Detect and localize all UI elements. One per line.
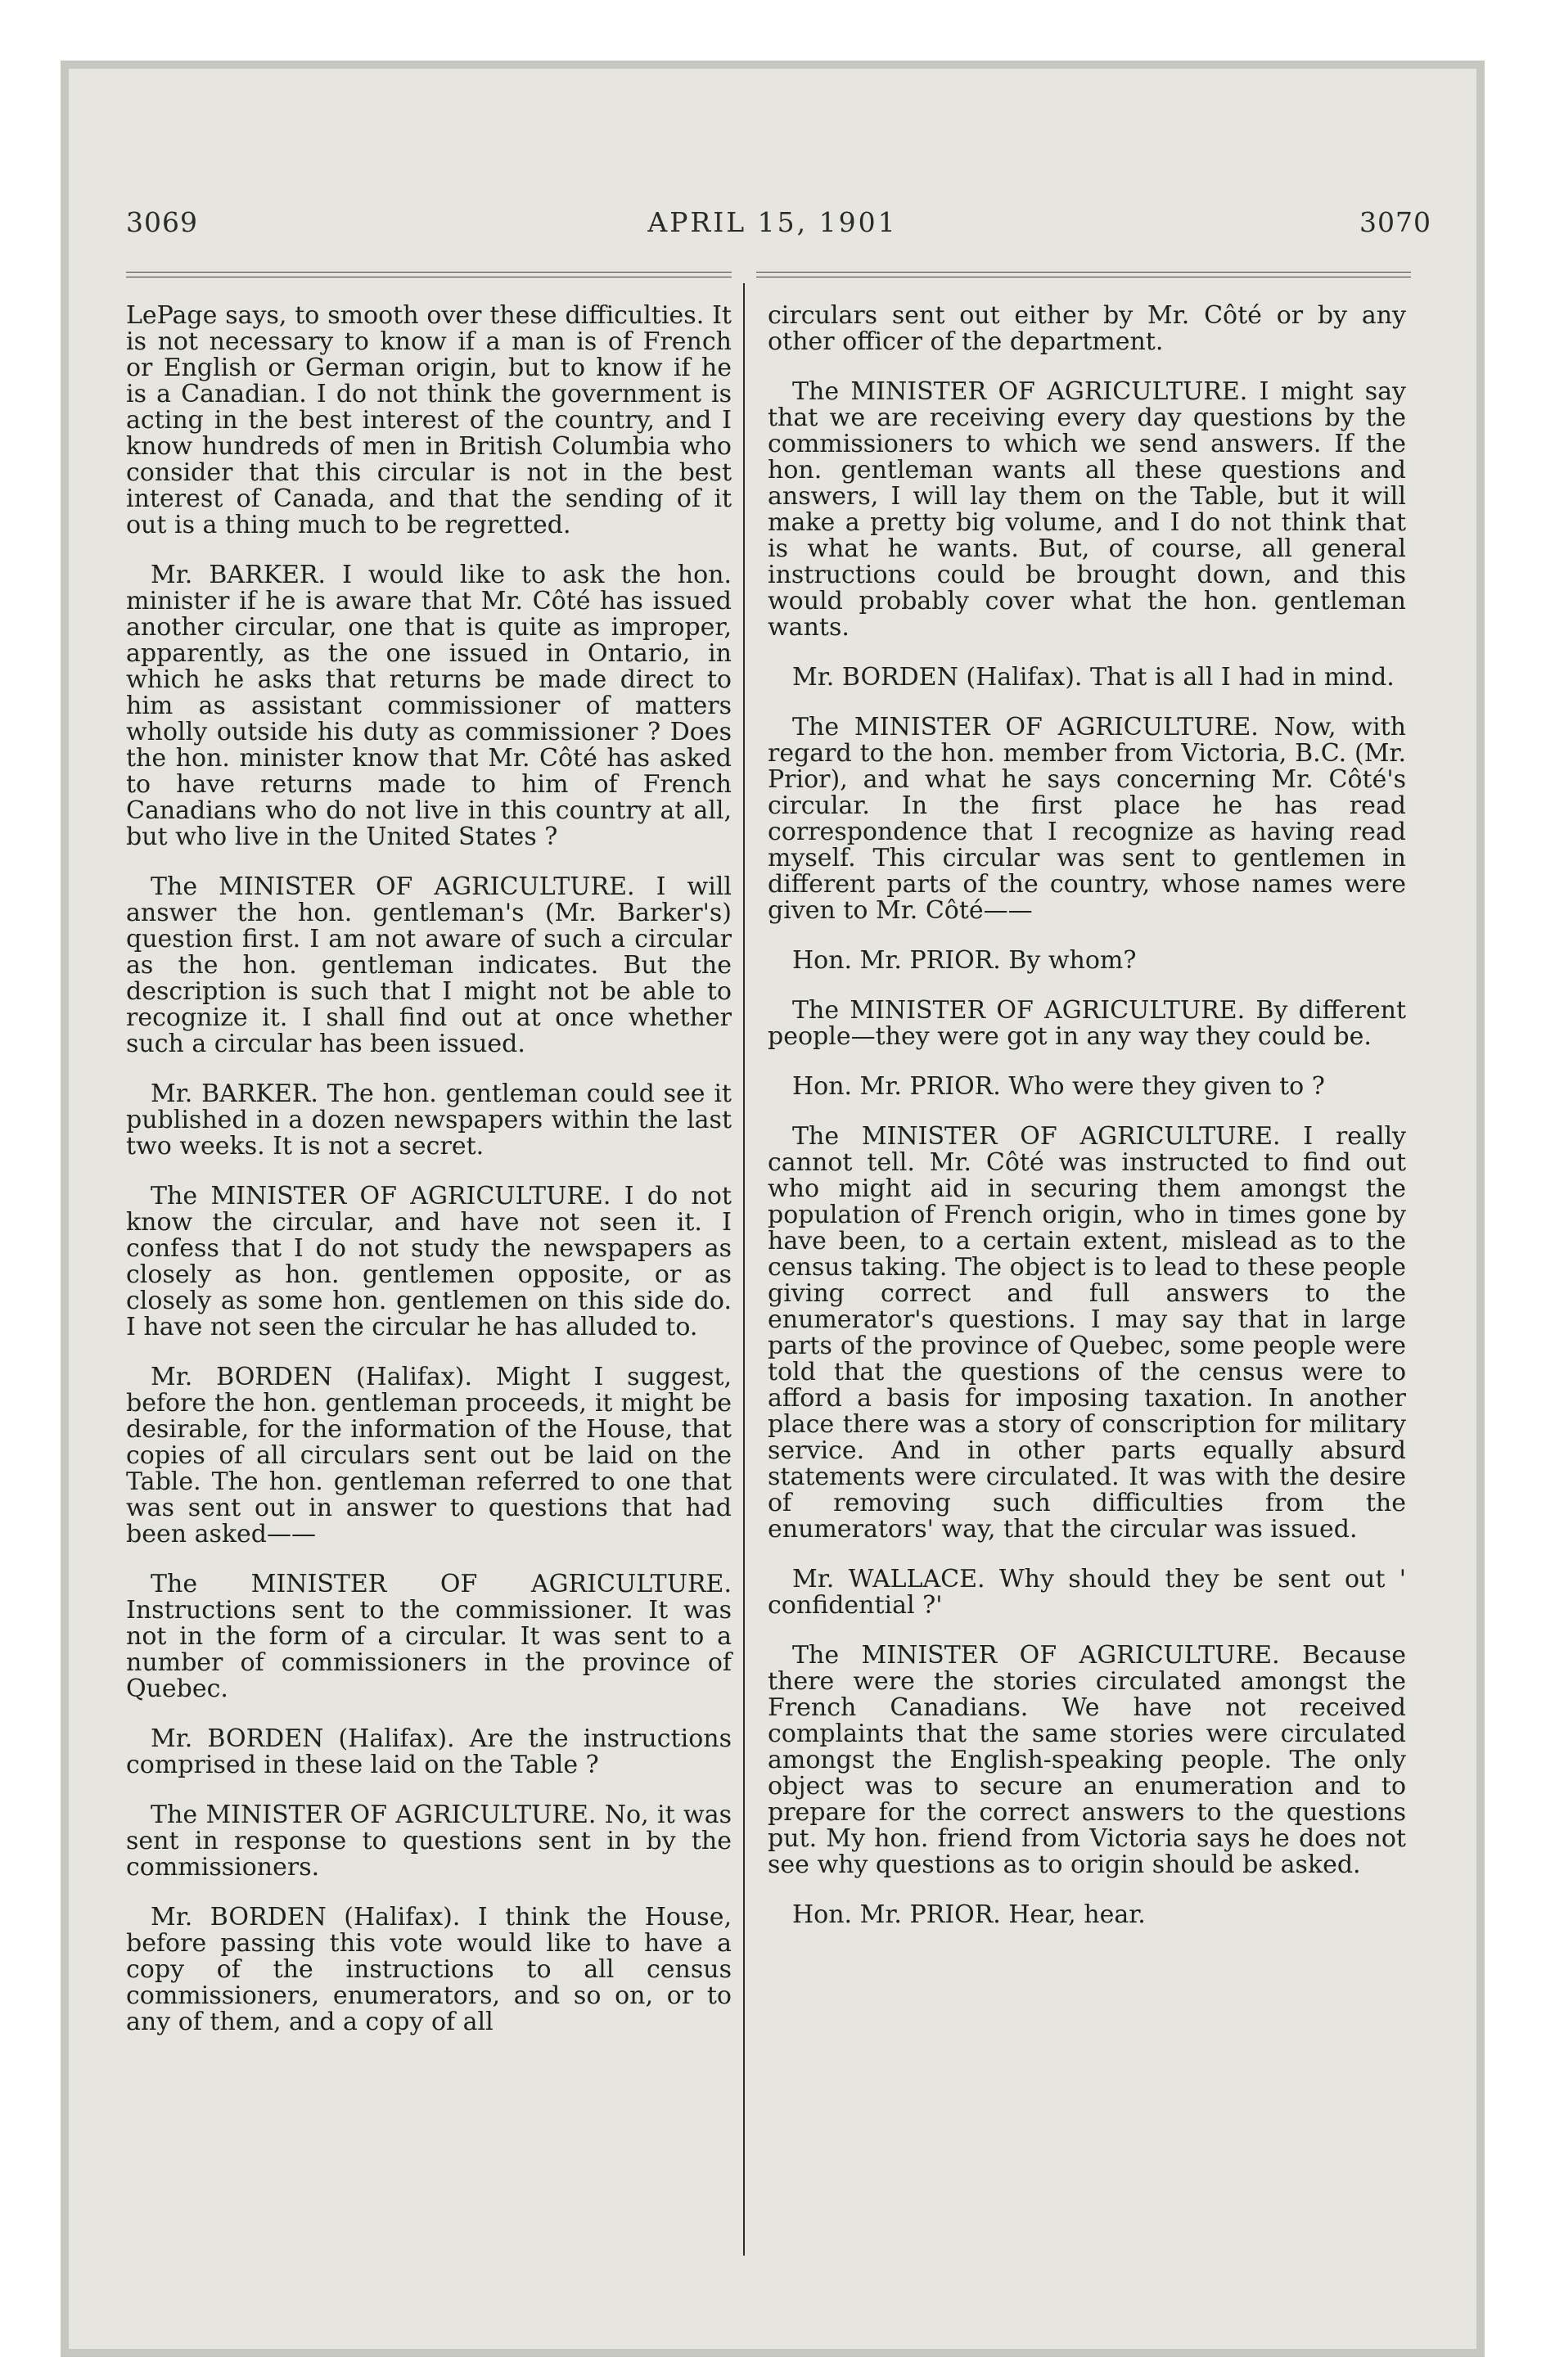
paragraph: The MINISTER OF AGRICULTURE. I might say that we are receiving every day questions by the commissioners to which we send answers. If the hon. gentleman wants all these questions and answers, I will lay them on the Table, but it will make a pretty big volume, and I do not think that is what he wants. But, of course, all general instructions could be brought down, and this would probably cover what the hon. gentleman wants.: [768, 377, 1406, 642]
scan-background: [61, 61, 1485, 2357]
header-rule-left: [126, 272, 732, 277]
hansard-page: [69, 69, 1476, 2349]
paragraph: Hon. Mr. PRIOR. Hear, hear.: [792, 1900, 1146, 1929]
paragraph: Mr. BARKER. I would like to ask the hon. minister if he is aware that Mr. Côté has issued another circular, one that is quite as improper, apparently, as the one issued in Ontario, in which he asks that returns be made direct to him as assistant commissioner of matters wholly outside his duty as commissioner ? Does the hon. minister know that Mr. Côté has asked to have returns made to him of French Canadians who do not live in this country at all, but who live in the United States ?: [126, 561, 732, 851]
paragraph: Mr. BORDEN (Halifax). Are the instructions comprised in these laid on the Table ?: [126, 1724, 732, 1779]
page-date: APRIL 15, 1901: [647, 206, 898, 238]
paragraph: The MINISTER OF AGRICULTURE. Now, with regard to the hon. member from Victoria, B.C. (Mr. Prior), and what he says concerning Mr. Côté's circular. In the first place he has read correspondence that I recognize as having read myself. This circular was sent to gentlemen in different parts of the country, whose names were given to Mr. Côté——: [768, 713, 1406, 925]
paragraph: Mr. BORDEN (Halifax). I think the House, before passing this vote would like to have a copy of the instructions to all census commissioners, enumerators, and so on, or to any of them, and a copy of all: [126, 1903, 732, 2036]
paragraph: The MINISTER OF AGRICULTURE. I will answer the hon. gentleman's (Mr. Barker's) question first. I am not aware of such a circular as the hon. gentleman indicates. But the description is such that I might not be able to recognize it. I shall find out at once whether such a circular has been issued.: [126, 872, 732, 1058]
paragraph: The MINISTER OF AGRICULTURE. Because there were the stories circulated amongst the French Canadians. We have not received complaints that the same stories were circulated amongst the English-speaking people. The only object was to secure an enumeration and to prepare for the correct answers to the questions put. My hon. friend from Victoria says he does not see why questions as to origin should be asked.: [768, 1641, 1406, 1879]
paragraph: Mr. BORDEN (Halifax). That is all I had in mind.: [792, 663, 1395, 692]
paragraph: The MINISTER OF AGRICULTURE. I really cannot tell. Mr. Côté was instructed to find out who might aid in securing them amongst the population of French origin, who in times gone by have been, to a certain extent, mislead as to the census taking. The object is to lead to these people giving correct and full answers to the enumerator's questions. I may say that in large parts of the province of Quebec, some people were told that the questions of the census were to afford a basis for imposing taxation. In another place there was a story of conscription for military service. And in other parts equally absurd statements were circulated. It was with the desire of removing such difficulties from the enumerators' way, that the circular was issued.: [768, 1122, 1406, 1544]
column-divider: [743, 283, 745, 2256]
paragraph: The MINISTER OF AGRICULTURE. I do not know the circular, and have not seen it. I confess that I do not study the newspapers as closely as hon. gentlemen opposite, or as closely as some hon. gentlemen on this side do. I have not seen the circular he has alluded to.: [126, 1182, 732, 1341]
left-column: [126, 303, 732, 2059]
paragraph: Hon. Mr. PRIOR. By whom?: [792, 946, 1137, 975]
paragraph: Mr. WALLACE. Why should they be sent out ' confidential ?': [768, 1565, 1406, 1620]
page-number-right: 3070: [1359, 206, 1431, 238]
right-column: [768, 303, 1406, 1952]
paragraph: LePage says, to smooth over these difficulties. It is not necessary to know if a man is of French or English or German origin, but to know if he is a Canadian. I do not think the government is acting in the best interest of the country, and I know hundreds of men in British Columbia who consider that this circular is not in the best interest of Canada, and that the sending of it out is a thing much to be regretted.: [126, 301, 732, 539]
paragraph: Mr. BORDEN (Halifax). Might I suggest, before the hon. gentleman proceeds, it might be desirable, for the information of the House, that copies of all circulars sent out be laid on the Table. The hon. gentleman referred to one that was sent out in answer to questions that had been asked——: [126, 1363, 732, 1548]
paragraph: The MINISTER OF AGRICULTURE. Instructions sent to the commissioner. It was not in the form of a circular. It was sent to a number of commissioners in the province of Quebec.: [126, 1570, 732, 1703]
paragraph: Hon. Mr. PRIOR. Who were they given to ?: [792, 1072, 1325, 1101]
paragraph: Mr. BARKER. The hon. gentleman could see it published in a dozen newspapers within the last two weeks. It is not a secret.: [126, 1080, 732, 1161]
paragraph: circulars sent out either by Mr. Côté or by any other officer of the department.: [768, 301, 1406, 356]
header-rule-right: [756, 272, 1411, 277]
paragraph: The MINISTER OF AGRICULTURE. By different people—they were got in any way they could be.: [768, 996, 1406, 1051]
page-number-left: 3069: [126, 206, 198, 238]
paragraph: The MINISTER OF AGRICULTURE. No, it was sent in response to questions sent in by the commissioners.: [126, 1801, 732, 1882]
